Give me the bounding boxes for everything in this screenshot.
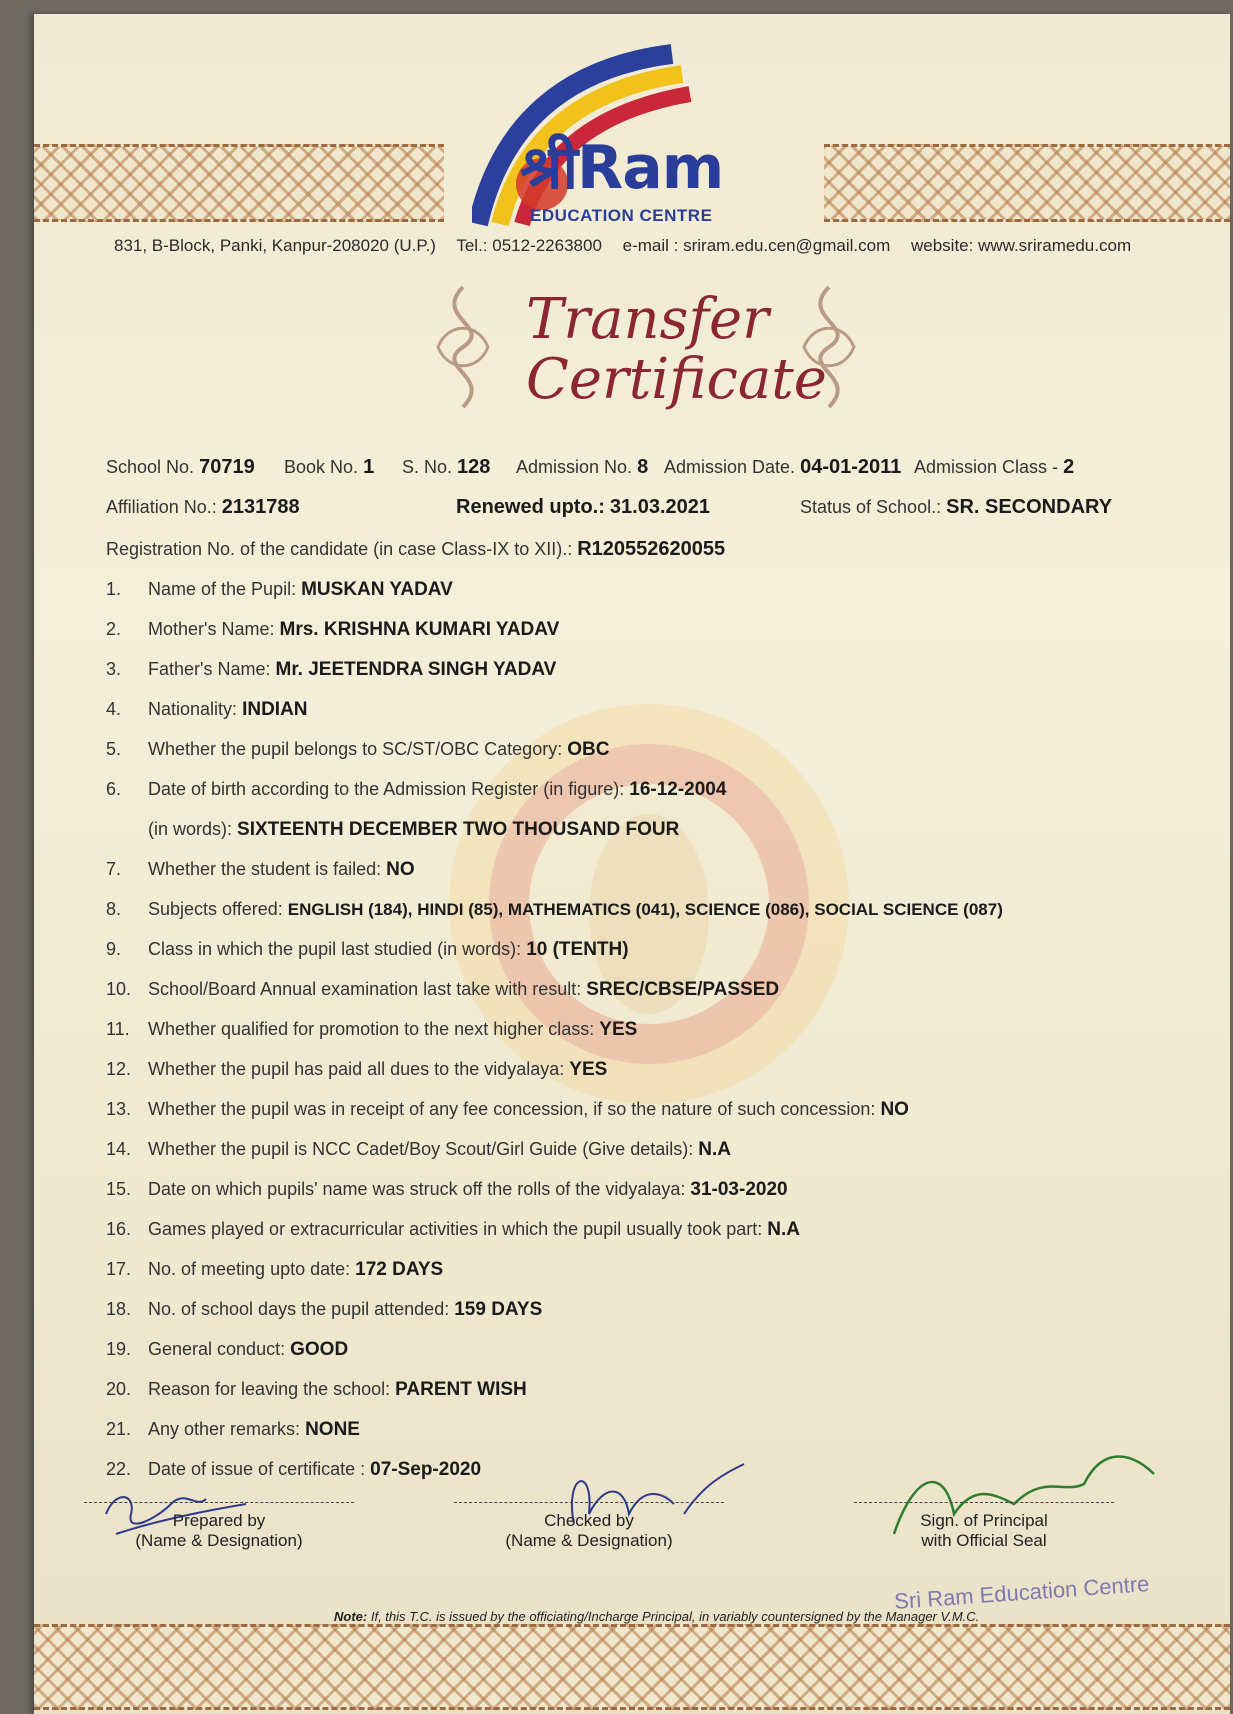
school-website: website: www.sriramedu.com: [910, 236, 1132, 255]
principal-line: [854, 1502, 1114, 1503]
list-item: 7. Whether the student is failed: NO: [106, 859, 415, 880]
decorative-border-top-right: [824, 144, 1230, 222]
list-item: 12. Whether the pupil has paid all dues to the vidyalaya: YES: [106, 1059, 608, 1080]
school-tel: Tel.: 0512-2263800: [456, 236, 602, 255]
principal-block: [854, 1502, 1114, 1551]
affiliation-no: Affiliation No.: 2131788: [106, 496, 300, 518]
list-item: (in words): SIXTEENTH DECEMBER TWO THOUSAND FOUR: [148, 819, 680, 840]
book-no: Book No. 1: [284, 456, 375, 478]
logo-subtitle: EDUCATION CENTRE: [530, 206, 713, 225]
school-address: 831, B-Block, Panki, Kanpur-208020 (U.P.): [114, 236, 436, 255]
list-item: 3. Father's Name: Mr. JEETENDRA SINGH YADAV: [106, 659, 557, 680]
principal-seal: with Official Seal: [921, 1531, 1047, 1550]
school-email: e-mail : sriram.edu.cen@gmail.com: [622, 236, 891, 255]
prepared-designation: (Name & Designation): [135, 1531, 303, 1550]
list-item: 5. Whether the pupil belongs to SC/ST/OBC Category: OBC: [106, 739, 610, 760]
list-item: 19. General conduct: GOOD: [106, 1339, 349, 1360]
list-item: 16. Games played or extracurricular activities in which the pupil usually took part: N.A: [106, 1219, 801, 1240]
list-item: 18. No. of school days the pupil attended: 159 DAYS: [106, 1299, 543, 1320]
list-item: 13. Whether the pupil was in receipt of any fee concession, if so the nature of such concession: NO: [106, 1099, 909, 1120]
admission-class: Admission Class - 2: [914, 456, 1075, 478]
registration-no: Registration No. of the candidate (in case Class-IX to XII).: R120552620055: [106, 538, 726, 560]
list-item: 2. Mother's Name: Mrs. KRISHNA KUMARI YADAV: [106, 619, 560, 640]
meta-row-3: [106, 538, 1206, 568]
footer-note: Note: If, this T.C. is issued by the officiating/Incharge Principal, in variably countersigned by the Manager V.M.C.: [334, 1609, 980, 1624]
list-item: 14. Whether the pupil is NCC Cadet/Boy Scout/Girl Guide (Give details): N.A: [106, 1139, 731, 1160]
checked-by-block: [454, 1502, 724, 1551]
official-seal-stamp: Sri Ram Education Centre: [893, 1571, 1151, 1614]
school-no: School No. 70719: [106, 456, 255, 478]
prepared-by-block: [84, 1502, 354, 1551]
list-item: 1. Name of the Pupil: MUSKAN YADAV: [106, 579, 453, 600]
contact-line: [114, 236, 1214, 256]
list-item: 10. School/Board Annual examination last take with result: SREC/CBSE/PASSED: [106, 979, 780, 1000]
admission-date: Admission Date. 04-01-2011: [664, 456, 902, 478]
list-item: 8. Subjects offered: ENGLISH (184), HINDI (85), MATHEMATICS (041), SCIENCE (086), SOCIAL SCIENCE (087): [106, 899, 1003, 919]
list-item: 22. Date of issue of certificate : 07-Sep-2020: [106, 1459, 482, 1480]
list-item: 15. Date on which pupils' name was struck off the rolls of the vidyalaya: 31-03-2020: [106, 1179, 788, 1200]
list-item: 6. Date of birth according to the Admission Register (in figure): 16-12-2004: [106, 779, 727, 800]
admission-no: Admission No. 8: [516, 456, 649, 478]
title-line-1: Transfer: [526, 287, 769, 352]
ornament-right-icon: [794, 282, 864, 412]
decorative-border-bottom: [34, 1624, 1230, 1710]
checked-label: Checked by: [544, 1511, 634, 1530]
meta-row-2: [106, 496, 1206, 526]
prepared-line: [84, 1502, 354, 1503]
list-item: 17. No. of meeting upto date: 172 DAYS: [106, 1259, 444, 1280]
certificate-items: [106, 579, 1206, 1499]
school-status: Status of School.: SR. SECONDARY: [800, 496, 1113, 518]
certificate-sheet: [34, 14, 1230, 1714]
decorative-border-top-left: [34, 144, 444, 222]
list-item: 9. Class in which the pupil last studied (in words): 10 (TENTH): [106, 939, 629, 960]
checked-designation: (Name & Designation): [505, 1531, 673, 1550]
title-line-2: Certificate: [526, 347, 827, 412]
list-item: 20. Reason for leaving the school: PARENT WISH: [106, 1379, 527, 1400]
renewed-upto: Renewed upto.: 31.03.2021: [456, 496, 711, 518]
school-logo: [472, 34, 832, 234]
checked-line: [454, 1502, 724, 1503]
list-item: 11. Whether qualified for promotion to the next higher class: YES: [106, 1019, 638, 1040]
prepared-label: Prepared by: [172, 1511, 266, 1530]
list-item: 21. Any other remarks: NONE: [106, 1419, 360, 1440]
principal-label: Sign. of Principal: [920, 1511, 1048, 1530]
logo-wordmark: श्रीRam: [520, 133, 724, 203]
list-item: 4. Nationality: INDIAN: [106, 699, 308, 720]
serial-no: S. No. 128: [402, 456, 491, 478]
meta-row-1: [106, 456, 1206, 486]
